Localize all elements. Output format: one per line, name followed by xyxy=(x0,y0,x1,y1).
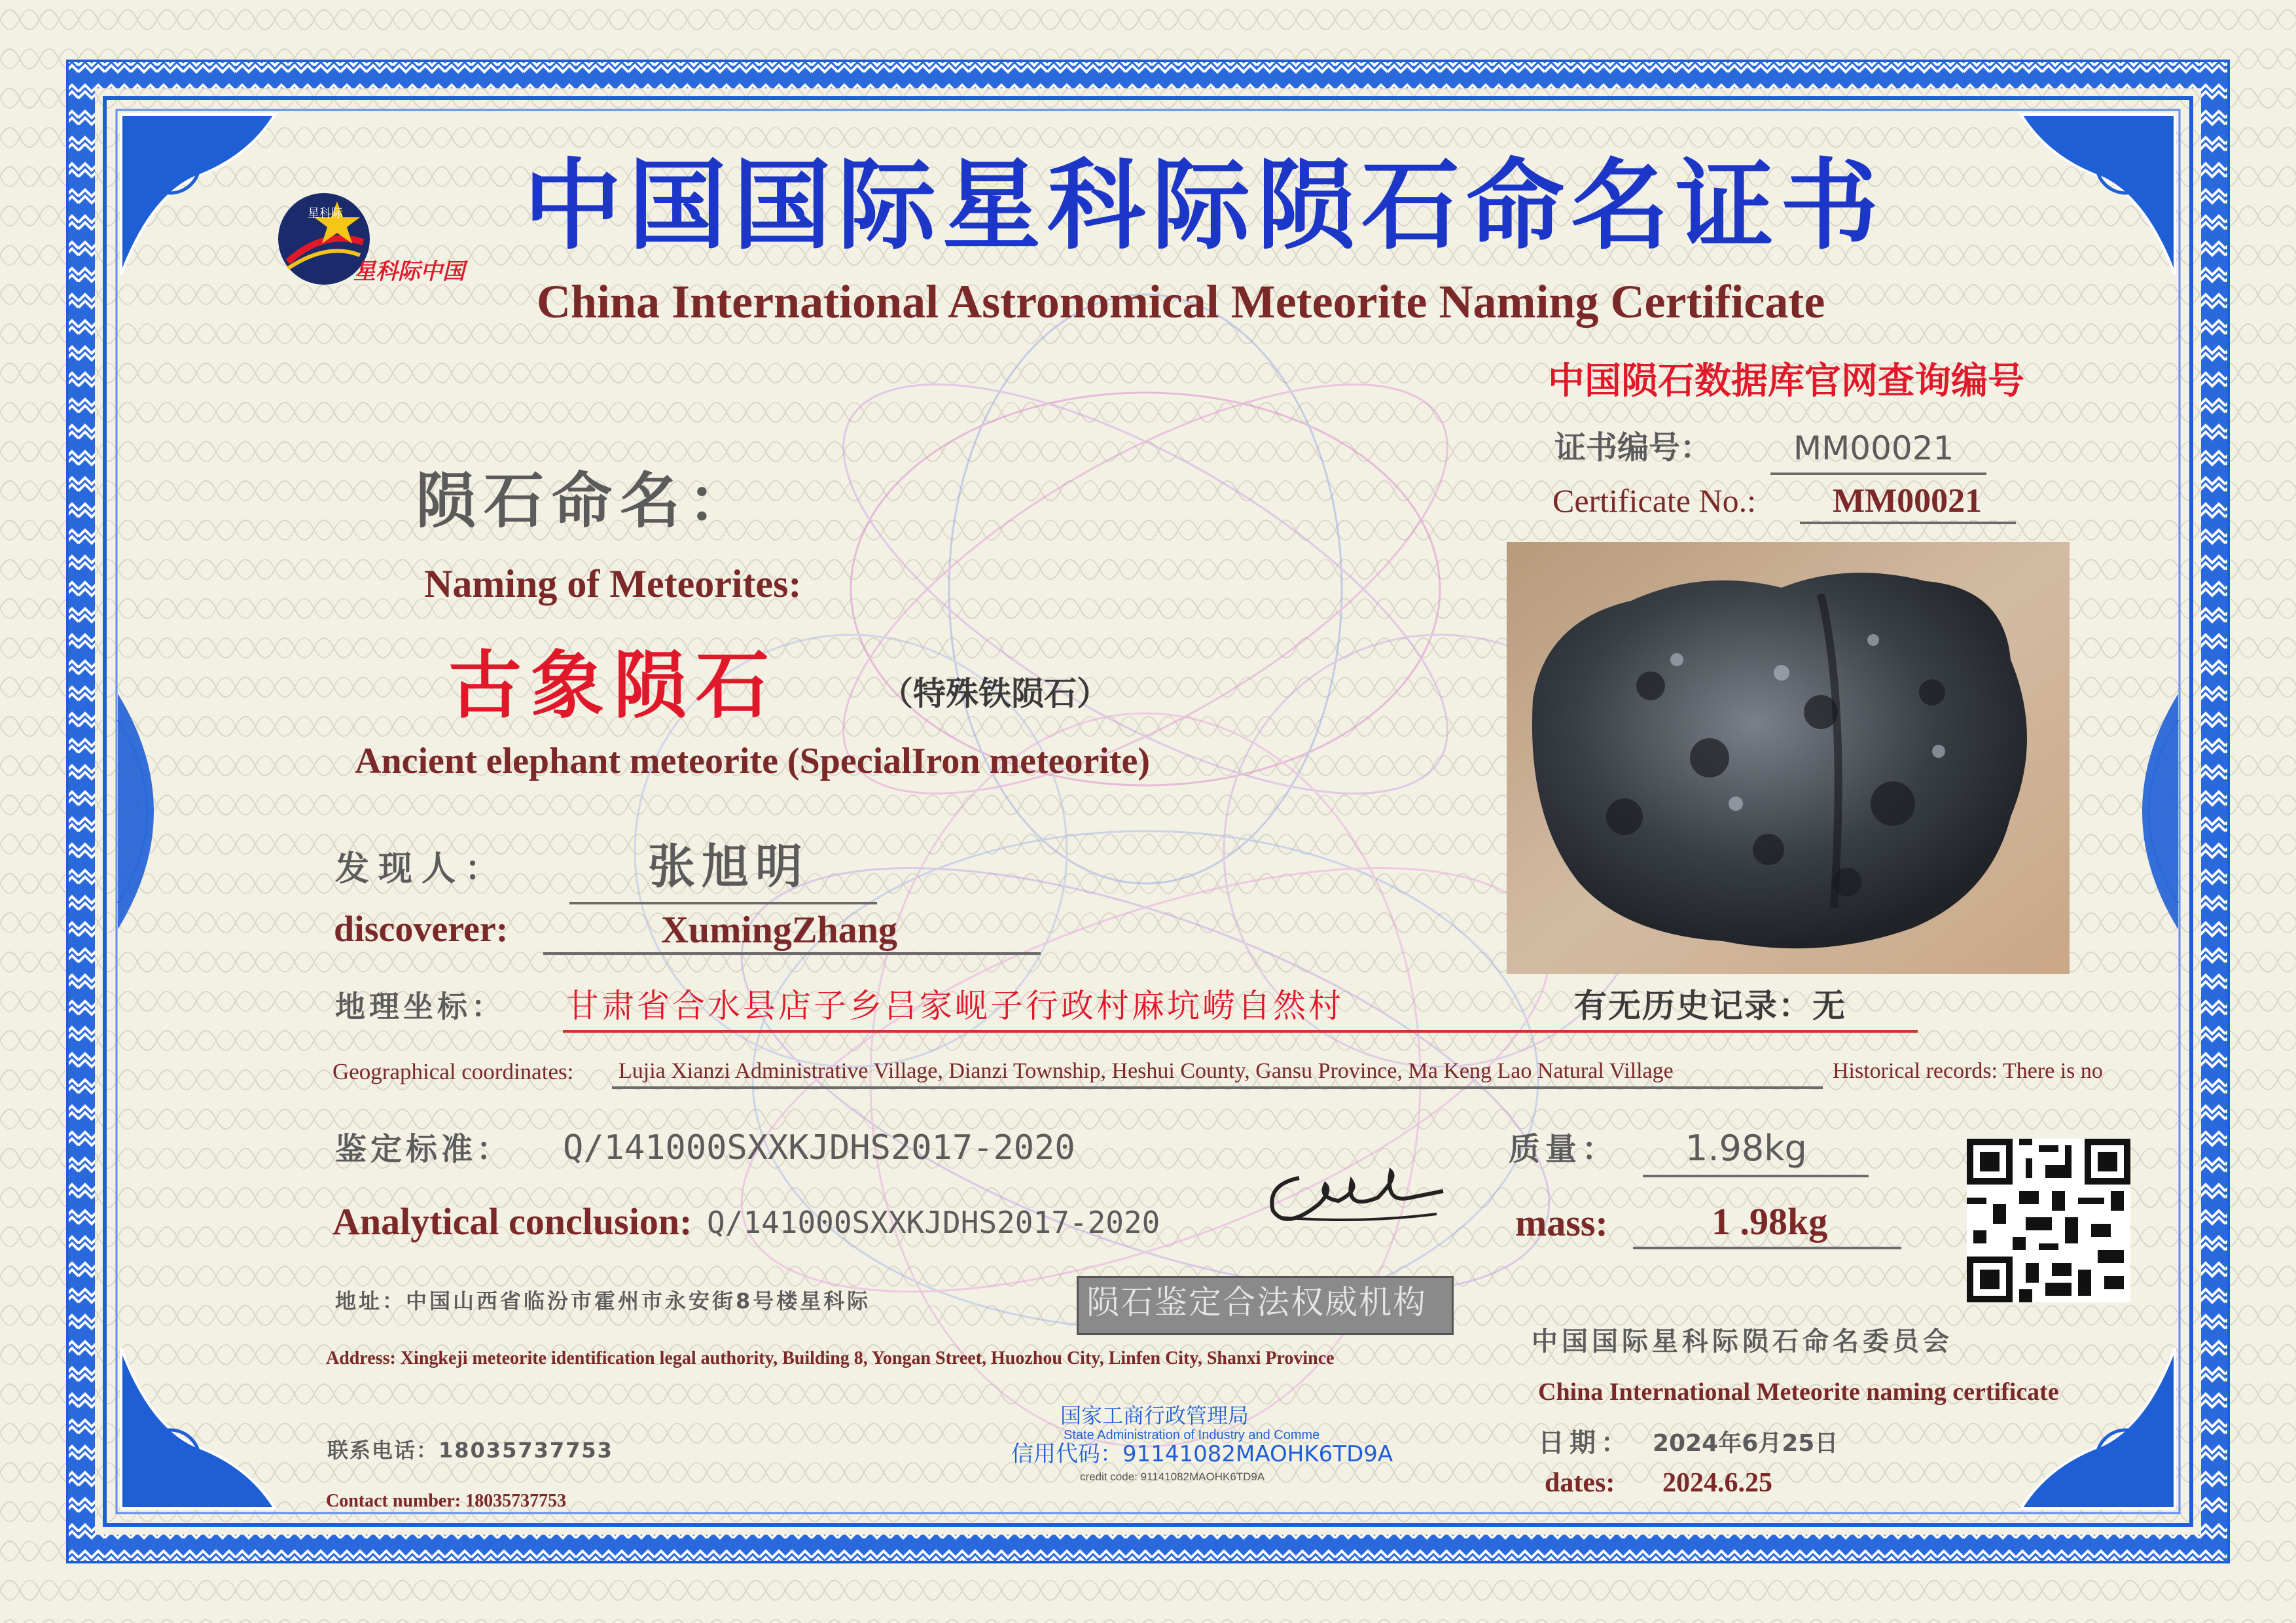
registry-line1-en: State Administration of Industry and Comme xyxy=(1064,1428,1320,1442)
qr-code[interactable] xyxy=(1967,1139,2130,1302)
signature-icon xyxy=(1260,1152,1456,1237)
contact-label: 联系电话：18035737753 xyxy=(327,1438,613,1463)
page-title: 中国国际星科际陨石命名证书 xyxy=(524,149,1886,263)
analysis-value: Q/141000SXXKJDHS2017-2020 xyxy=(563,1128,1075,1168)
seal-stamp-text: 陨石鉴定合法权威机构 xyxy=(1086,1283,1427,1321)
location-label-en: Geographical coordinates: xyxy=(332,1059,574,1084)
date-value-en: 2024.6.25 xyxy=(1662,1468,1772,1498)
analysis-value-en: Q/141000SXXKJDHS2017-2020 xyxy=(707,1205,1160,1240)
history-record-en: Historical records: There is no xyxy=(1833,1059,2103,1083)
meteorite-name: 古象陨石 xyxy=(448,643,778,728)
cert-no-label: 证书编号： xyxy=(1554,429,1712,466)
logo-badge-text: 星科际 xyxy=(308,207,343,221)
cert-no-value: MM00021 xyxy=(1793,429,1954,467)
cert-no-underline-en xyxy=(1800,522,2016,524)
discoverer-label: 发现人： xyxy=(335,849,509,889)
mass-underline-en xyxy=(1633,1247,1901,1249)
discoverer-value-en: XumingZhang xyxy=(661,908,898,951)
date-label-en: dates: xyxy=(1545,1468,1615,1498)
meteorite-type: （特殊铁陨石） xyxy=(880,675,1109,713)
committee-name: 中国国际星科际陨石命名委员会 xyxy=(1532,1327,1953,1357)
discoverer-value: 张旭明 xyxy=(648,839,810,894)
location-label: 地理坐标： xyxy=(335,989,505,1024)
mass-label-en: mass: xyxy=(1515,1202,1608,1244)
meteorite-name-en: Ancient elephant meteorite (SpecialIron meteorite) xyxy=(355,741,1151,781)
date-label: 日期： xyxy=(1538,1428,1632,1458)
database-query-label: 中国陨石数据库官网查询编号 xyxy=(1548,360,2024,402)
committee-name-en: China International Meteorite naming certificate xyxy=(1538,1378,2059,1406)
date-value: 2024年6月25日 xyxy=(1653,1430,1839,1457)
mass-label: 质量： xyxy=(1509,1131,1619,1168)
location-value: 甘肃省合水县店子乡吕家岘子行政村麻坑崂自然村 xyxy=(566,987,1344,1025)
analysis-label-en: Analytical conclusion: xyxy=(332,1200,692,1243)
contact-value-en: Contact number: 18035737753 xyxy=(326,1491,567,1511)
signature-text xyxy=(1263,1155,1264,1156)
analysis-label: 鉴定标准： xyxy=(335,1131,512,1168)
meteorite-photo xyxy=(1507,542,2070,974)
registry-credit-code-en: credit code: 91141082MAOHK6TD9A xyxy=(1080,1471,1265,1483)
page-title-en: China International Astronomical Meteorite Naming Certificate xyxy=(537,276,1825,328)
cert-no-value-en: MM00021 xyxy=(1833,482,1982,520)
address-label: 地址：中国山西省临汾市霍州市永安街8号楼星科际 xyxy=(335,1289,871,1313)
location-underline-en xyxy=(612,1086,1823,1089)
discoverer-underline xyxy=(569,902,877,904)
cert-no-label-en: Certificate No.: xyxy=(1552,482,1756,519)
registry-line1: 国家工商行政管理局 xyxy=(1060,1403,1249,1428)
registry-credit-code: 信用代码：91141082MAOHK6TD9A xyxy=(1011,1441,1393,1467)
mass-underline xyxy=(1643,1175,1869,1177)
mass-value-en: 1 .98kg xyxy=(1712,1200,1828,1243)
mass-value: 1.98kg xyxy=(1685,1128,1807,1169)
location-value-en: Lujia Xianzi Administrative Village, Dianzi Township, Heshui County, Gansu Province, Ma Keng Lao Natural Village xyxy=(619,1059,1674,1083)
cert-no-underline xyxy=(1770,473,1986,475)
history-record: 有无历史记录：无 xyxy=(1574,987,1846,1025)
logo-text: 星科际中国 xyxy=(353,259,465,285)
location-underline xyxy=(563,1030,1918,1033)
naming-label: 陨石命名： xyxy=(416,466,757,536)
address-value-en: Address: Xingkeji meteorite identification legal authority, Building 8, Yongan Street, Huozhou City, Linfen City, Shanxi Province xyxy=(326,1348,1335,1368)
discoverer-label-en: discoverer: xyxy=(334,909,509,950)
naming-label-en: Naming of Meteorites: xyxy=(424,562,802,605)
discoverer-underline-en xyxy=(543,952,1041,955)
